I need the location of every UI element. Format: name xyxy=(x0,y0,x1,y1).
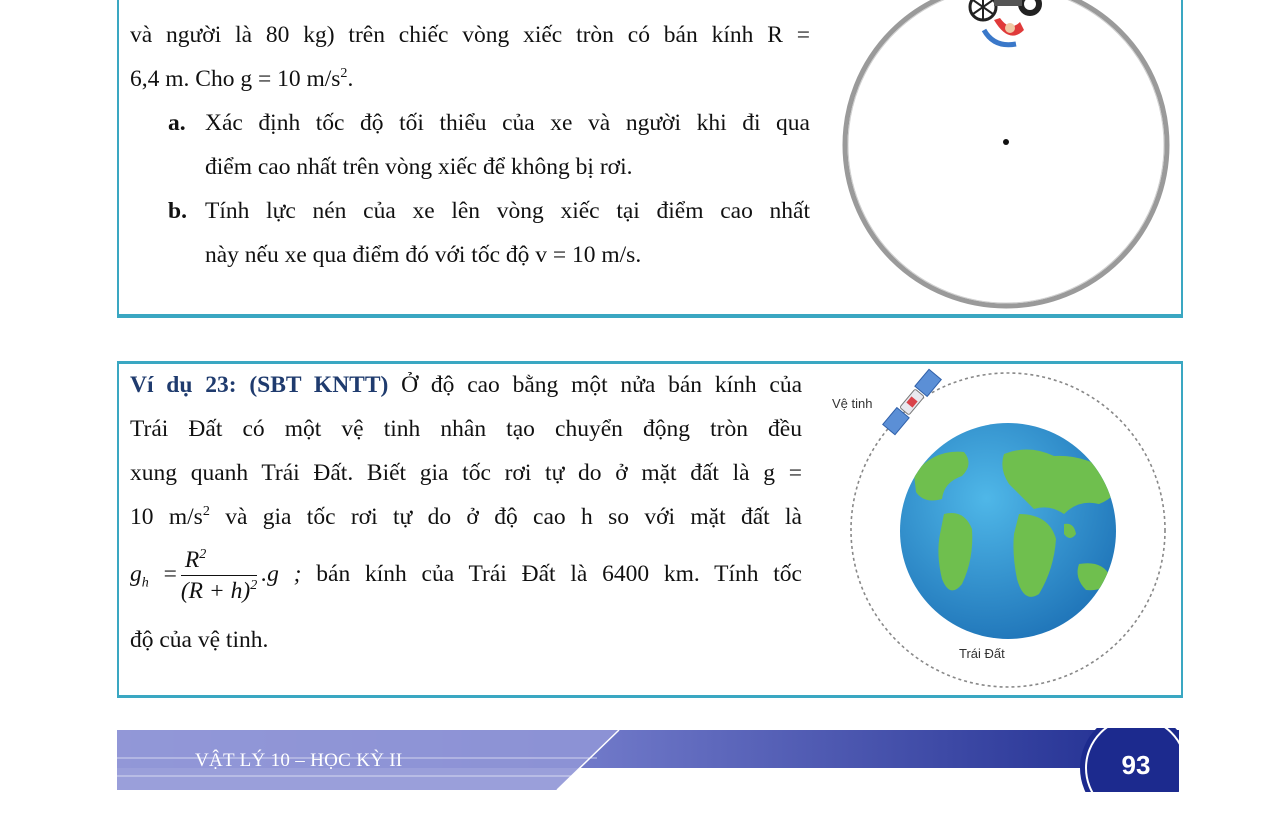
earth-globe xyxy=(900,423,1117,639)
page-footer xyxy=(117,728,1183,792)
example-22-line-2: 6,4 m. Cho g = 10 $m/s^2$. xyxy=(130,65,354,92)
cyclist-icon xyxy=(970,0,1042,45)
item-a-line-1: Xác định tốc độ tối thiểu của xe và người khi đi qua xyxy=(205,110,810,136)
item-b-line-2: này nếu xe qua điểm đó với tốc độ v = 10 m/s. xyxy=(205,242,642,268)
loop-figure xyxy=(834,0,1174,310)
footer-title: VẬT LÝ 10 – HỌC KỲ II xyxy=(195,750,403,771)
example-23-line-1: Ví dụ 23: (SBT KNTT) Ở độ cao bằng một nửa bán kính của xyxy=(130,372,803,398)
gravity-formula: $g_h$ = $\frac{R^2}{(R + h)^2}$ .g ; xyxy=(130,546,302,605)
example-22-box xyxy=(117,0,1183,318)
page-number: 93 xyxy=(1121,750,1151,780)
example-23-text xyxy=(130,363,802,539)
example-23-line-2: Trái Đất có một vệ tinh nhân tạo chuyển động tròn đều xyxy=(130,416,802,442)
loop-center-dot xyxy=(1003,139,1009,145)
example-23-formula-line: $g_h$ = $\frac{R^2}{(R + h)^2}$ .g ; bán kính của Trái Đất là 6400 km. Tính tốc xyxy=(130,546,802,605)
example-23-box xyxy=(117,361,1183,698)
example-23-line-6: độ của vệ tinh. xyxy=(130,627,269,653)
earth-label: Trái Đất xyxy=(959,646,1005,661)
satellite-figure xyxy=(824,364,1179,697)
example-22-text xyxy=(130,13,810,101)
item-b-line-1: Tính lực nén của xe lên vòng xiếc tại điểm cao nhất xyxy=(205,198,810,224)
example-23-line-4: 10 $m/s^2$ và gia tốc rơi tự do ở độ cao h so với mặt đất là xyxy=(130,503,802,530)
example-22-line-1: và người là 80 kg) trên chiếc vòng xiếc tròn có bán kính R = xyxy=(130,22,810,48)
example-heading: Ví dụ 23: (SBT KNTT) xyxy=(130,372,389,398)
item-a-label: a. xyxy=(168,110,186,136)
example-23-line-3: xung quanh Trái Đất. Biết gia tốc rơi tự do ở mặt đất là g = xyxy=(130,460,802,486)
item-a-line-2: điểm cao nhất trên vòng xiếc để không bị rơi. xyxy=(205,154,633,180)
satellite-icon xyxy=(883,369,942,434)
item-b-label: b. xyxy=(168,198,187,224)
satellite-label: Vệ tinh xyxy=(832,396,873,411)
